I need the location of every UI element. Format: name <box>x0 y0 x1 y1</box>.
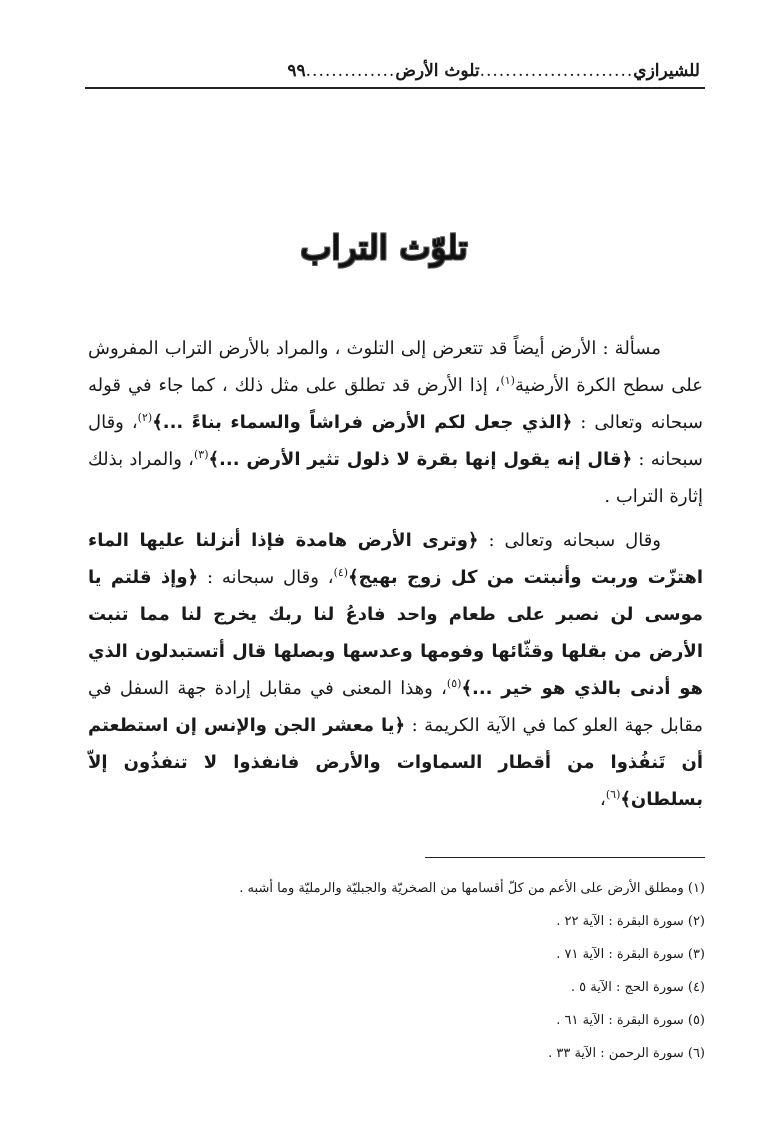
body-paragraph <box>88 522 703 818</box>
quran-quote: ﴿وإذ قلتم يا موسى لن نصبر على طعام واحد فادعُ لنا ربك يخرج لنا مما تنبت الأرض من بقلها وقثّائها وفومها وعدسها وبصلها قال أتستبدلون الذي هو أدنى بالذي هو خير ...﴾ <box>88 567 703 699</box>
footnote: (٥) سورة البقرة : الآية ٦١ . <box>556 1013 705 1028</box>
footnotes <box>150 872 705 1070</box>
body-text-run: ، وهذا المعنى في مقابل إرادة جهة السفل في مقابل جهة العلو كما في الآية الكريمة : <box>88 678 703 736</box>
header-leader-dots: .............. <box>305 61 396 81</box>
quran-quote: ﴿الذي جعل لكم الأرض فراشاً والسماء بناءً ...﴾ <box>152 412 573 433</box>
header-title: تلوث الأرض <box>395 61 480 81</box>
footnote: (٦) سورة الرحمن : الآية ٣٣ . <box>548 1046 705 1061</box>
body-text <box>88 330 703 818</box>
body-text-run: ، وقال سبحانه : <box>88 412 703 470</box>
header-rule <box>85 87 705 89</box>
body-text-run: مسألة : الأرض أيضاً قد تتعرض إلى التلوث ، والمراد بالأرض التراب المفروش على سطح الكرة الأرضية <box>88 338 703 396</box>
footnote-marker: (٦) <box>605 788 621 801</box>
running-header <box>85 55 700 87</box>
footnote: (٣) سورة البقرة : الآية ٧١ . <box>556 947 705 962</box>
body-text-run: ، والمراد بذلك إثارة التراب . <box>88 449 703 507</box>
body-text-run: ، <box>600 789 606 810</box>
body-text-run: ، وقال سبحانه : <box>198 567 334 588</box>
footnote-rule <box>425 857 705 858</box>
footnote: (٢) سورة البقرة : الآية ٢٢ . <box>556 914 705 929</box>
quran-quote: ﴿وترى الأرض هامدة فإذا أنزلنا عليها الماء اهتزّت وربت وأنبتت من كل زوج بهيج﴾ <box>88 530 703 588</box>
footnote: (١) ومطلق الأرض على الأعم من كلّ أقسامها من الصخريّة والجبليّة والرمليّة وما أشبه . <box>239 881 705 896</box>
body-text-run: وقال سبحانه وتعالى : <box>478 530 661 551</box>
footnote-marker: (٥) <box>446 677 462 690</box>
header-leader-dots: ........................ <box>479 61 634 81</box>
quran-quote: ﴿يا معشر الجن والإنس إن استطعتم أن تَنفُذوا من أقطار السماوات والأرض فانفذوا لا تنفذُون إلاّ بسلطان﴾ <box>88 715 703 810</box>
header-author: للشيرازي <box>633 61 700 81</box>
body-text-run: ، إذا الأرض قد تطلق على مثل ذلك ، كما جاء في قوله سبحانه وتعالى : <box>88 375 703 433</box>
body-paragraph <box>88 330 703 515</box>
footnote-marker: (٤) <box>333 566 349 579</box>
quran-quote: ﴿قال إنه يقول إنها بقرة لا ذلول تثير الأرض ...﴾ <box>208 449 633 470</box>
chapter-title: تلوّث التراب <box>300 228 468 267</box>
page-number: ٩٩ <box>287 61 306 81</box>
footnote-marker: (٢) <box>137 411 153 424</box>
footnote-marker: (٣) <box>193 448 209 461</box>
footnote-marker: (١) <box>500 374 515 387</box>
footnote: (٤) سورة الحج : الآية ٥ . <box>570 980 705 995</box>
